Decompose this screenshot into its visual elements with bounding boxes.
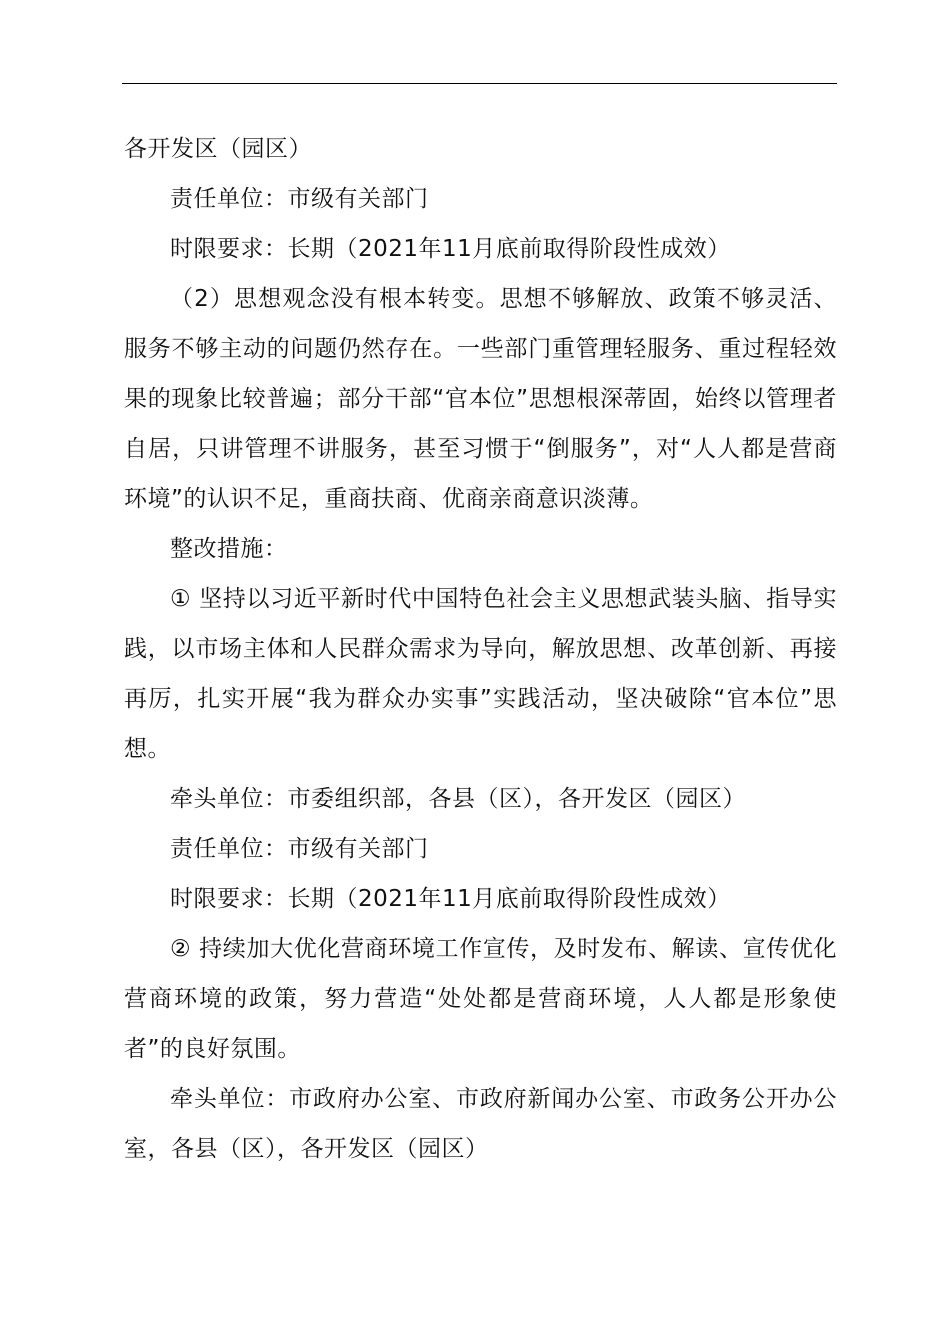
paragraph-responsible-unit-1: 责任单位：市级有关部门 bbox=[170, 836, 429, 862]
paragraph-time-requirement: 时限要求：长期（2021年11月底前取得阶段性成效） bbox=[170, 236, 731, 262]
document-body bbox=[124, 124, 837, 1174]
paragraph-lead-unit-2: 牵头单位：市政府办公室、市政府新闻办公室、市政务公开办公室，各县（区），各开发区（园区） bbox=[124, 1086, 837, 1162]
paragraph-problem-2: （2）思想观念没有根本转变。思想不够解放、政策不够灵活、服务不够主动的问题仍然存在。一些部门重管理轻服务、重过程轻效果的现象比较普遍；部分干部“官本位”思想根深蒂固，始终以管理者自居，只讲管理不讲服务，甚至习惯于“倒服务”，对“人人都是营商环境”的认识不足，重商扶商、优商亲商意识淡薄。 bbox=[124, 286, 837, 512]
header-rule bbox=[122, 83, 837, 84]
paragraph-measure-2: ② 持续加大优化营商环境工作宣传，及时发布、解读、宣传优化营商环境的政策，努力营造“处处都是营商环境，人人都是形象使者”的良好氛围。 bbox=[124, 936, 837, 1062]
paragraph-continuation-dev-zones: 各开发区（园区） bbox=[124, 136, 312, 162]
paragraph-responsible-unit: 责任单位：市级有关部门 bbox=[170, 186, 429, 212]
paragraph-rectification-heading: 整改措施： bbox=[170, 536, 288, 562]
paragraph-lead-unit-1: 牵头单位：市委组织部，各县（区），各开发区（园区） bbox=[170, 786, 746, 812]
paragraph-time-requirement-1: 时限要求：长期（2021年11月底前取得阶段性成效） bbox=[170, 886, 731, 912]
paragraph-measure-1: ① 坚持以习近平新时代中国特色社会主义思想武装头脑、指导实践，以市场主体和人民群众需求为导向，解放思想、改革创新、再接再厉，扎实开展“我为群众办实事”实践活动，坚决破除“官本位”思想。 bbox=[124, 586, 837, 762]
